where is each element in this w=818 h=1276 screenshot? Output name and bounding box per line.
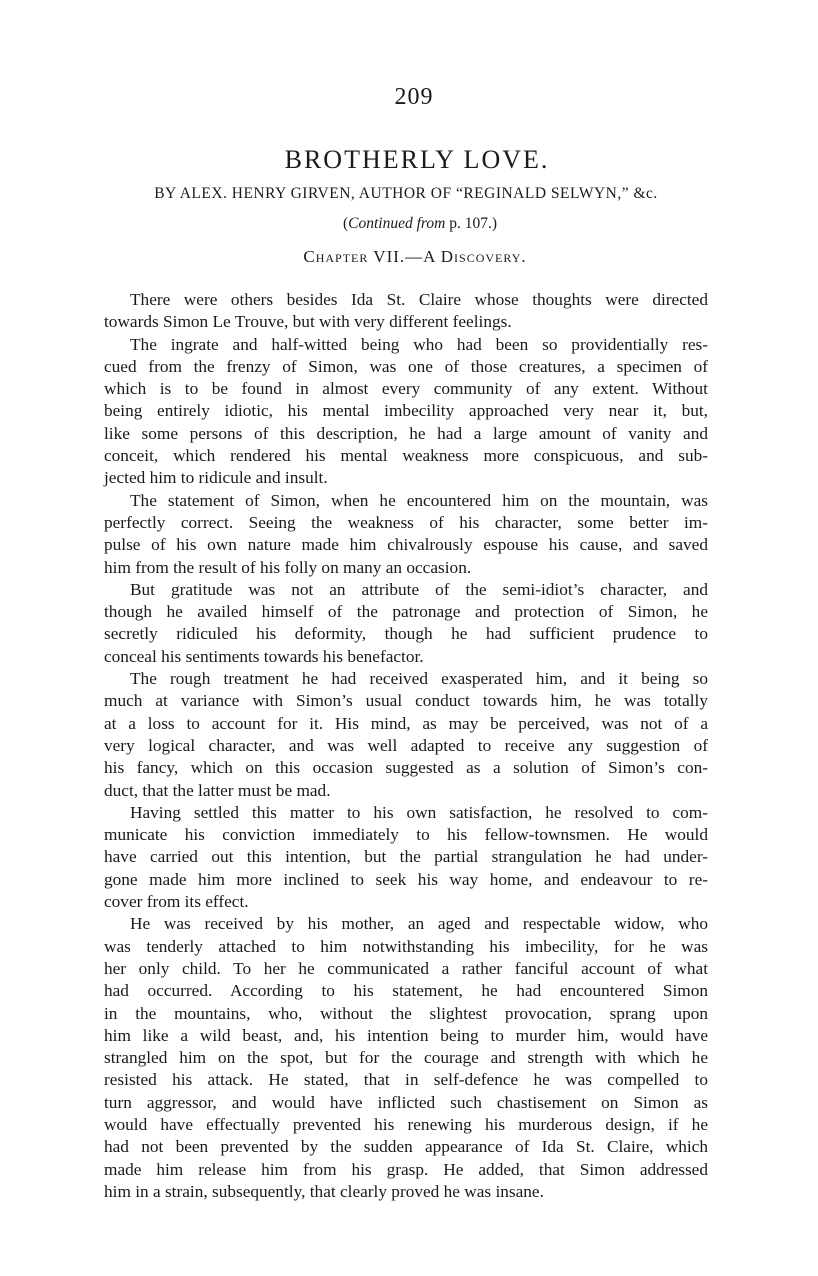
paragraph xyxy=(104,289,708,334)
page xyxy=(104,84,708,1203)
paragraph-line: turn aggressor, and would have inflicted such chastisement on Simon as xyxy=(104,1092,708,1112)
paragraph-line: duct, that the latter must be mad. xyxy=(104,780,331,800)
paragraph-line: very logical character, and was well adapted to receive any suggestion of xyxy=(104,735,708,755)
paragraph-line: him from the result of his folly on many an occasion. xyxy=(104,557,472,577)
paragraph-line: had occurred. According to his statement, he had encountered Simon xyxy=(104,981,708,1001)
paragraph-line: strangled him on the spot, but for the courage and strength with which he xyxy=(104,1048,708,1068)
paragraph-line: The ingrate and half-witted being who had been so providentially res- xyxy=(130,334,708,354)
paragraph-line: him in a strain, subsequently, that clearly proved he was insane. xyxy=(104,1181,544,1201)
paragraph-line: cued from the frenzy of Simon, was one of those creatures, a specimen of xyxy=(104,356,708,376)
paragraph xyxy=(104,668,708,802)
paragraph-line: at a loss to account for it. His mind, as may be perceived, was not of a xyxy=(104,713,708,733)
paragraph-line: He was received by his mother, an aged and respectable widow, who xyxy=(130,914,708,934)
page-number: 209 xyxy=(394,84,434,110)
paragraph-line: pulse of his own nature made him chivalrously espouse his cause, and saved xyxy=(104,535,708,555)
paragraph xyxy=(104,802,708,913)
paragraph-line: was tenderly attached to him notwithstanding his imbecility, for he was xyxy=(104,936,708,956)
paragraph xyxy=(104,490,708,579)
paragraph-line: his fancy, which on this occasion suggested as a solution of Simon’s con- xyxy=(104,758,708,778)
continued-prefix: ( xyxy=(342,215,349,232)
paragraph-line: had not been prevented by the sudden appearance of Ida St. Claire, which xyxy=(104,1137,708,1157)
continued-italic: Continued from xyxy=(348,215,446,232)
paragraph-line: municate his conviction immediately to his fellow-townsmen. He would xyxy=(104,825,708,845)
continued-note xyxy=(104,215,708,233)
paragraph-line: resisted his attack. He stated, that in self-defence he was compelled to xyxy=(104,1070,708,1090)
paragraph-line: being entirely idiotic, his mental imbecility approached very near it, but, xyxy=(104,401,708,421)
paragraph-line: though he availed himself of the patronage and protection of Simon, he xyxy=(104,602,708,622)
byline: BY ALEX. HENRY GIRVEN, AUTHOR OF “REGINALD SELWYN,” &c. xyxy=(154,185,658,202)
paragraph-line: conceit, which rendered his mental weakness more conspicuous, and sub- xyxy=(104,446,708,466)
paragraph-line: The rough treatment he had received exasperated him, and it being so xyxy=(130,669,708,689)
article-title: BROTHERLY LOVE. xyxy=(284,145,550,174)
paragraph-line: cover from its effect. xyxy=(104,892,249,912)
paragraph-line: which is to be found in almost every community of any extent. Without xyxy=(104,379,708,399)
paragraph-line: Having settled this matter to his own satisfaction, he resolved to com- xyxy=(130,802,708,822)
chapter-heading: Chapter VII.—A Discovery. xyxy=(303,247,527,266)
paragraph xyxy=(104,579,708,668)
paragraph-line: made him release him from his grasp. He added, that Simon addressed xyxy=(104,1159,708,1179)
continued-suffix: p. 107.) xyxy=(445,215,497,232)
paragraph-line: towards Simon Le Trouve, but with very different feelings. xyxy=(104,312,512,332)
paragraph-line: gone made him more inclined to seek his way home, and endeavour to re- xyxy=(104,869,708,889)
paragraph xyxy=(104,913,708,1203)
paragraph-line: There were others besides Ida St. Claire whose thoughts were directed xyxy=(130,290,708,309)
paragraph-line: The statement of Simon, when he encountered him on the mountain, was xyxy=(130,490,708,510)
paragraph-line: jected him to ridicule and insult. xyxy=(104,468,328,488)
paragraph-line: perfectly correct. Seeing the weakness of his character, some better im- xyxy=(104,512,708,532)
paragraph-line: like some persons of this description, he had a large amount of vanity and xyxy=(104,423,708,443)
paragraph-line: much at variance with Simon’s usual conduct towards him, he was totally xyxy=(104,691,708,711)
paragraph-line: But gratitude was not an attribute of the semi-idiot’s character, and xyxy=(130,579,708,599)
paragraph xyxy=(104,334,708,490)
paragraph-line: secretly ridiculed his deformity, though he had sufficient prudence to xyxy=(104,624,708,644)
paragraph-line: would have effectually prevented his renewing his murderous design, if he xyxy=(104,1114,708,1134)
paragraph-line: in the mountains, who, without the slightest provocation, sprang upon xyxy=(104,1003,708,1023)
paragraph-line: him like a wild beast, and, his intention being to murder him, would have xyxy=(104,1025,708,1045)
paragraph-line: have carried out this intention, but the partial strangulation he had under- xyxy=(104,847,708,867)
body-text xyxy=(104,289,708,1203)
paragraph-line: conceal his sentiments towards his benefactor. xyxy=(104,646,424,666)
paragraph-line: her only child. To her he communicated a rather fanciful account of what xyxy=(104,958,708,978)
